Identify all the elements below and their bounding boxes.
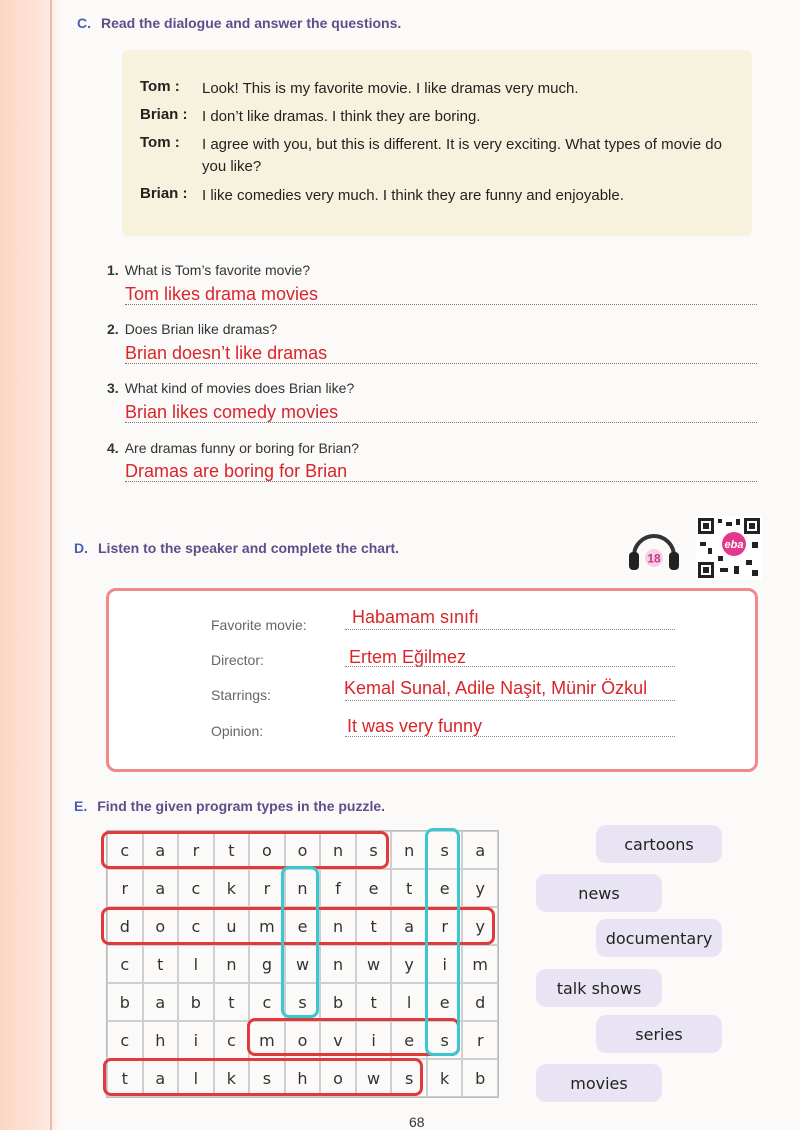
grid-cell[interactable]: w (356, 945, 392, 983)
word-tag: series (596, 1015, 722, 1053)
answer-line (125, 481, 757, 482)
grid-cell[interactable]: e (285, 907, 321, 945)
answer-1[interactable]: Tom likes drama movies (125, 284, 319, 304)
speaker: Brian : (140, 106, 188, 123)
grid-cell[interactable]: c (178, 907, 214, 945)
grid-cell[interactable]: a (391, 907, 427, 945)
dialogue-line (140, 185, 732, 207)
chart-value[interactable]: Ertem Eğilmez (349, 647, 467, 667)
question-text: Are dramas funny or boring for Brian? (124, 440, 359, 456)
headphones-icon[interactable] (626, 528, 682, 572)
dialogue-text: I like comedies very much. I think they are funny and enjoyable. (202, 187, 624, 204)
grid-cell[interactable]: l (391, 983, 427, 1021)
grid-cell[interactable]: r (178, 831, 214, 869)
chart-line (345, 666, 675, 667)
page-margin-band (0, 0, 62, 1130)
grid-cell[interactable]: t (356, 907, 392, 945)
grid-cell[interactable]: c (214, 1021, 250, 1059)
grid-cell[interactable]: s (285, 983, 321, 1021)
section-e-title (74, 798, 385, 814)
grid-cell[interactable]: y (462, 907, 498, 945)
word-tag: talk shows (536, 969, 662, 1007)
section-e-letter: E. (74, 798, 88, 814)
dialogue-line (140, 134, 732, 178)
grid-cell[interactable]: m (249, 907, 285, 945)
grid-cell[interactable]: m (462, 945, 498, 983)
grid-cell[interactable]: m (249, 1021, 285, 1059)
grid-cell[interactable]: r (427, 907, 463, 945)
grid-cell[interactable]: t (107, 1059, 143, 1097)
page-margin-line (50, 0, 52, 1130)
dialogue-line (140, 106, 732, 128)
dialogue-text: I don’t like dramas. I think they are boring. (202, 108, 481, 125)
grid-cell[interactable]: n (320, 945, 356, 983)
grid-cell[interactable]: e (427, 983, 463, 1021)
grid-cell[interactable]: n (214, 945, 250, 983)
grid-cell[interactable]: b (320, 983, 356, 1021)
grid-cell[interactable]: e (356, 869, 392, 907)
grid-cell[interactable]: c (107, 831, 143, 869)
grid-cell[interactable]: o (143, 907, 179, 945)
grid-cell[interactable]: b (178, 983, 214, 1021)
grid-cell[interactable]: i (427, 945, 463, 983)
track-number: 18 (647, 551, 661, 566)
answer-3[interactable]: Brian likes comedy movies (125, 402, 339, 422)
section-d-title-text: Listen to the speaker and complete the chart. (98, 540, 400, 556)
section-c-title-text: Read the dialogue and answer the questions. (101, 15, 402, 31)
found-word-news (281, 866, 319, 1018)
grid-cell[interactable]: n (320, 831, 356, 869)
qr-logo-text: eba (724, 539, 744, 551)
grid-cell[interactable]: o (285, 831, 321, 869)
word-tag: cartoons (596, 825, 722, 863)
grid-cell[interactable]: r (107, 869, 143, 907)
question-number: 1. (107, 262, 119, 278)
grid-cell[interactable]: l (178, 1059, 214, 1097)
grid-cell[interactable]: w (356, 1059, 392, 1097)
answer-line (125, 304, 757, 305)
grid-cell[interactable]: r (249, 869, 285, 907)
word-tag: documentary (596, 919, 722, 957)
grid-cell[interactable]: s (427, 831, 463, 869)
grid-cell[interactable]: l (178, 945, 214, 983)
grid-cell[interactable]: d (107, 907, 143, 945)
question-text: What is Tom’s favorite movie? (124, 262, 311, 278)
chart-value[interactable]: Kemal Sunal, Adile Naşit, Münir Özkul (344, 678, 648, 698)
word-tag: movies (536, 1064, 662, 1102)
grid-cell[interactable]: y (462, 869, 498, 907)
grid-cell[interactable]: g (249, 945, 285, 983)
grid-cell[interactable]: e (427, 869, 463, 907)
grid-cell[interactable]: w (285, 945, 321, 983)
grid-cell[interactable]: a (462, 831, 498, 869)
chart-label: Starrings: (211, 687, 271, 703)
word-tag: news (536, 874, 662, 912)
dialogue-text: Look! This is my favorite movie. I like dramas very much. (202, 80, 579, 97)
grid-cell[interactable]: o (320, 1059, 356, 1097)
grid-cell[interactable]: c (249, 983, 285, 1021)
section-c-title (77, 15, 401, 31)
grid-cell[interactable]: b (462, 1059, 498, 1097)
question-text: What kind of movies does Brian like? (124, 380, 355, 396)
grid-cell[interactable]: c (178, 869, 214, 907)
chart-label: Favorite movie: (211, 617, 307, 633)
found-word-series (425, 828, 460, 1056)
grid-cell[interactable]: e (391, 1021, 427, 1059)
chart-line (345, 629, 675, 630)
answer-line (125, 363, 757, 364)
grid-cell[interactable]: u (214, 907, 250, 945)
grid-cell[interactable]: o (249, 831, 285, 869)
grid-cell[interactable]: a (143, 831, 179, 869)
question-text: Does Brian like dramas? (124, 321, 278, 337)
section-d-letter: D. (74, 540, 88, 556)
grid-cell[interactable]: r (462, 1021, 498, 1059)
grid-cell[interactable]: a (143, 869, 179, 907)
chart-label: Opinion: (211, 723, 264, 739)
answer-line (125, 422, 757, 423)
page-number: 68 (409, 1114, 425, 1130)
grid-cell[interactable]: a (143, 1059, 179, 1097)
grid-cell[interactable]: f (320, 869, 356, 907)
question-1 (107, 262, 310, 278)
grid-cell[interactable]: t (214, 983, 250, 1021)
grid-cell[interactable]: o (285, 1021, 321, 1059)
grid-cell[interactable]: t (356, 983, 392, 1021)
qr-code-icon[interactable] (696, 516, 762, 580)
grid-cell[interactable]: i (356, 1021, 392, 1059)
question-4 (107, 440, 359, 456)
grid-cell[interactable]: a (143, 983, 179, 1021)
grid-cell[interactable]: k (427, 1059, 463, 1097)
found-word-talk-shows (103, 1058, 423, 1096)
question-number: 2. (107, 321, 119, 337)
chart-line (345, 736, 675, 737)
grid-cell[interactable]: k (214, 1059, 250, 1097)
dialogue-line (140, 78, 732, 100)
grid-cell[interactable]: i (178, 1021, 214, 1059)
grid-cell[interactable]: d (462, 983, 498, 1021)
chart-label: Director: (211, 652, 264, 668)
grid-cell[interactable]: t (391, 869, 427, 907)
grid-cell[interactable]: c (107, 945, 143, 983)
grid-cell[interactable]: s (249, 1059, 285, 1097)
grid-cell[interactable]: s (356, 831, 392, 869)
grid-cell[interactable]: n (285, 869, 321, 907)
section-c-letter: C. (77, 15, 91, 31)
answer-4[interactable]: Dramas are boring for Brian (125, 461, 348, 481)
grid-cell[interactable]: s (427, 1021, 463, 1059)
answer-2[interactable]: Brian doesn’t like dramas (125, 343, 328, 363)
section-e-title-text: Find the given program types in the puzzle. (97, 798, 386, 814)
grid-cell[interactable]: t (143, 945, 179, 983)
grid-cell[interactable]: v (320, 1021, 356, 1059)
question-3 (107, 380, 354, 396)
grid-cell[interactable]: t (214, 831, 250, 869)
speaker: Brian : (140, 185, 188, 202)
grid-cell[interactable]: h (285, 1059, 321, 1097)
section-d-title (74, 540, 399, 556)
grid-cell[interactable]: n (320, 907, 356, 945)
grid-cell[interactable]: k (214, 869, 250, 907)
chart-value[interactable]: Habamam sınıfı (352, 607, 480, 627)
grid-cell[interactable]: y (391, 945, 427, 983)
dialogue-text: I agree with you, but this is different. It is very exciting. What types of movie do you like? (202, 136, 722, 175)
grid-cell[interactable]: n (391, 831, 427, 869)
grid-cell[interactable]: h (143, 1021, 179, 1059)
grid-cell[interactable]: c (107, 1021, 143, 1059)
speaker: Tom : (140, 134, 180, 151)
chart-line (345, 700, 675, 701)
grid-cell[interactable]: b (107, 983, 143, 1021)
speaker: Tom : (140, 78, 180, 95)
grid-cell[interactable]: s (391, 1059, 427, 1097)
found-word-cartoons (101, 831, 389, 869)
chart-value[interactable]: It was very funny (347, 716, 483, 736)
question-2 (107, 321, 277, 337)
question-number: 3. (107, 380, 119, 396)
question-number: 4. (107, 440, 119, 456)
